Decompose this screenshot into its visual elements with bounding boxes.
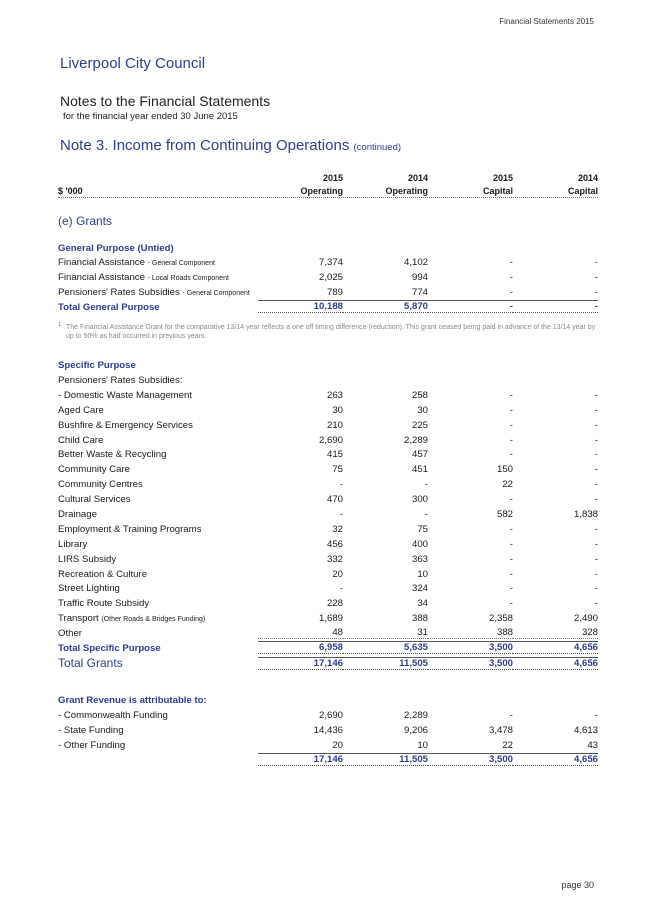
table-row: [58, 550, 598, 565]
row-value: 324: [411, 583, 428, 595]
row-value: -: [594, 404, 598, 416]
row-value: -: [594, 583, 598, 595]
row-value: 363: [411, 553, 428, 565]
col-year: 2014: [577, 172, 598, 183]
table-row: [58, 283, 598, 298]
row-label-text: Community Centres: [58, 479, 143, 491]
column-years-row: [58, 170, 598, 183]
row-value: 263: [326, 389, 343, 401]
row-value: 789: [326, 287, 343, 299]
row-value: -: [594, 568, 598, 580]
council-name: Liverpool City Council: [60, 55, 206, 72]
table-row: [58, 736, 598, 751]
row-value: 2,358: [488, 613, 513, 625]
table-row: [58, 460, 598, 475]
table-row: [58, 254, 598, 269]
row-value: -: [509, 389, 513, 401]
row-value: -: [509, 272, 513, 284]
row-value: -: [509, 404, 513, 416]
row-value: 457: [411, 449, 428, 461]
row-value: -: [594, 419, 598, 431]
row-value: -: [594, 709, 598, 721]
row-label-text: Other: [58, 628, 82, 640]
row-value: -: [424, 508, 428, 520]
row-value: 2,289: [403, 709, 428, 721]
row-label: [58, 435, 258, 446]
row-value: -: [594, 494, 598, 506]
row-value: 75: [332, 464, 343, 476]
row-value: 994: [411, 272, 428, 284]
row-value: 228: [326, 598, 343, 610]
row-label-text: Better Waste & Recycling: [58, 449, 167, 461]
row-value: 332: [326, 553, 343, 565]
row-value: 34: [417, 598, 428, 610]
row-value: 1,838: [573, 508, 598, 520]
row-label: [58, 524, 258, 535]
row-label: [58, 628, 258, 639]
row-value: -: [339, 479, 343, 491]
row-value: 400: [411, 538, 428, 550]
row-value: -: [509, 434, 513, 446]
table-row: [58, 624, 598, 639]
row-label: [58, 272, 258, 283]
row-label: [58, 449, 258, 460]
total-general-purpose-row: Total General Purpose 10,188 5,870 - -: [58, 301, 598, 314]
row-label-text: Bushfire & Emergency Services: [58, 419, 193, 431]
col-year: 2015: [492, 172, 513, 183]
general-purpose-heading: General Purpose (Untied): [58, 242, 174, 254]
row-value: -: [509, 583, 513, 595]
row-value: -: [594, 553, 598, 565]
table-row: [58, 490, 598, 505]
row-value: -: [509, 523, 513, 535]
row-value: 150: [496, 464, 513, 476]
col-year: 2014: [407, 172, 428, 183]
row-label-text: Pensioners' Rates Subsidies: [58, 287, 180, 299]
row-value: -: [594, 523, 598, 535]
col-year: 2015: [322, 172, 343, 183]
row-label-text: Child Care: [58, 434, 104, 446]
row-label: [58, 287, 258, 298]
row-value: 4,102: [403, 257, 428, 269]
footnote-mark: 1: [58, 322, 62, 329]
row-value: 31: [343, 627, 428, 639]
grants-table: [58, 170, 598, 766]
row-label-text: Cultural Services: [58, 494, 131, 506]
note-title-text: Note 3. Income from Continuing Operations: [60, 137, 350, 154]
attributable-total-row: 17,146 11,505 3,500 4,656: [58, 751, 598, 766]
row-label-text: - State Funding: [58, 724, 124, 736]
row-value: 258: [411, 389, 428, 401]
row-value: 30: [332, 404, 343, 416]
row-value: 10: [417, 568, 428, 580]
total-specific-purpose-row: Total Specific Purpose 6,958 5,635 3,500 4,656: [58, 641, 598, 654]
row-value: 2,025: [318, 272, 343, 284]
table-row: [58, 721, 598, 736]
row-label-text: Aged Care: [58, 404, 104, 416]
row-label: [58, 613, 258, 624]
row-value: -: [509, 419, 513, 431]
row-value: 48: [258, 627, 343, 639]
row-value: -: [509, 598, 513, 610]
row-label-detail: (Other Roads & Bridges Funding): [101, 616, 206, 624]
section-grants-heading: (e) Grants: [58, 213, 113, 228]
row-value: 225: [411, 419, 428, 431]
row-label: [58, 725, 258, 736]
row-label-text: Recreation & Culture: [58, 568, 148, 580]
row-value: -: [594, 287, 598, 299]
row-value: -: [594, 257, 598, 269]
table-row: [58, 520, 598, 535]
row-value: 2,490: [573, 613, 598, 625]
row-label: [58, 509, 258, 520]
note-continued: (continued): [353, 142, 402, 153]
col-type: Operating: [300, 185, 343, 196]
row-label-text: Financial Assistance: [58, 272, 145, 284]
row-value: 2,690: [318, 709, 343, 721]
row-value: -: [509, 494, 513, 506]
row-value: -: [339, 508, 343, 520]
row-value: -: [424, 479, 428, 491]
row-value: -: [594, 272, 598, 284]
table-row: [58, 580, 598, 595]
row-value: 328: [513, 627, 598, 639]
row-value: 3,478: [488, 724, 513, 736]
row-label-text: - Commonwealth Funding: [58, 709, 168, 721]
row-value: 1,689: [318, 613, 343, 625]
row-value: 210: [326, 419, 343, 431]
unit-label: $ '000: [58, 185, 83, 196]
row-value: 4,613: [573, 724, 598, 736]
col-type: Capital: [482, 185, 513, 196]
table-row: [58, 609, 598, 624]
row-value: 20: [332, 568, 343, 580]
row-value: 415: [326, 449, 343, 461]
footnote-text: The Financial Assistance Grant for the comparative 13/14 year reflects a one off timing difference (reduction). This grant ceased being paid in advance of the 13/14 year by up to 50% as had occurred in previous years.: [66, 324, 596, 341]
row-label: [58, 464, 258, 475]
table-row: [58, 594, 598, 609]
row-value: -: [509, 287, 513, 299]
specific-purpose-rows: [58, 386, 598, 639]
table-row: [58, 416, 598, 431]
general-purpose-rows: [58, 254, 598, 299]
row-value: -: [509, 568, 513, 580]
row-value: 300: [411, 494, 428, 506]
table-row: [58, 475, 598, 490]
table-row: [58, 706, 598, 721]
row-value: -: [594, 479, 598, 491]
row-label: [58, 539, 258, 550]
row-value: 470: [326, 494, 343, 506]
row-label: [58, 740, 258, 751]
row-label-text: LIRS Subsidy: [58, 553, 117, 565]
table-row: [58, 268, 598, 283]
row-value: 32: [332, 523, 343, 535]
total-grants-row: Total Grants 17,146 11,505 3,500 4,656: [58, 655, 598, 670]
specific-purpose-intro: Pensioners' Rates Subsidies:: [58, 374, 183, 386]
table-row: [58, 386, 598, 401]
row-value: 10: [417, 739, 428, 751]
row-label: [58, 598, 258, 609]
col-type: Operating: [385, 185, 428, 196]
row-value: 582: [496, 508, 513, 520]
row-value: 7,374: [318, 257, 343, 269]
row-value: 22: [502, 739, 513, 751]
page-number: page 30: [561, 880, 594, 890]
document-header: Financial Statements 2015: [499, 17, 594, 26]
row-value: 451: [411, 464, 428, 476]
row-label-text: Drainage: [58, 508, 97, 520]
row-label: [58, 420, 258, 431]
table-row: [58, 565, 598, 580]
row-value: -: [594, 538, 598, 550]
attributable-heading: Grant Revenue is attributable to:: [58, 694, 207, 706]
row-value: -: [594, 449, 598, 461]
row-value: -: [509, 257, 513, 269]
col-type: Capital: [567, 185, 598, 196]
row-value: 388: [411, 613, 428, 625]
row-label: [58, 390, 258, 401]
note-title: [60, 137, 401, 154]
row-label: [58, 494, 258, 505]
row-label: [58, 583, 258, 594]
specific-purpose-heading: Specific Purpose: [58, 360, 136, 372]
row-value: -: [509, 538, 513, 550]
row-value: -: [509, 709, 513, 721]
row-label-text: Employment & Training Programs: [58, 523, 202, 535]
table-row: [58, 401, 598, 416]
row-value: 9,206: [403, 724, 428, 736]
row-value: -: [594, 389, 598, 401]
row-value: 14,436: [313, 724, 343, 736]
notes-title: Notes to the Financial Statements: [60, 93, 271, 109]
row-label-text: - Domestic Waste Management: [58, 389, 193, 401]
row-value: -: [594, 464, 598, 476]
row-label: [58, 479, 258, 490]
row-value: 2,690: [318, 434, 343, 446]
table-row: [58, 431, 598, 446]
column-types-row: [58, 183, 598, 198]
row-label-text: Financial Assistance: [58, 257, 145, 269]
row-value: -: [594, 598, 598, 610]
row-value: 774: [411, 287, 428, 299]
row-value: 388: [428, 627, 513, 639]
notes-subtitle: for the financial year ended 30 June 2015: [63, 111, 238, 122]
row-label: [58, 710, 258, 721]
attributable-rows: [58, 706, 598, 751]
row-value: 30: [417, 404, 428, 416]
row-label: [58, 405, 258, 416]
row-label-text: - Other Funding: [58, 739, 126, 751]
row-label: [58, 569, 258, 580]
row-label-text: Transport: [58, 613, 99, 625]
row-label-detail: - General Component: [182, 290, 250, 298]
row-label-detail: - Local Roads Component: [147, 275, 229, 283]
row-value: 20: [332, 739, 343, 751]
row-label-text: Library: [58, 538, 88, 550]
row-value: -: [509, 449, 513, 461]
row-label-text: Community Care: [58, 464, 130, 476]
row-label: [58, 257, 258, 268]
table-row: [58, 535, 598, 550]
row-label-detail: - General Component: [147, 260, 215, 268]
row-value: -: [594, 434, 598, 446]
row-label-text: Street Lighting: [58, 583, 120, 595]
row-value: 2,289: [403, 434, 428, 446]
row-value: 75: [417, 523, 428, 535]
row-label-text: Traffic Route Subsidy: [58, 598, 150, 610]
row-value: 43: [587, 739, 598, 751]
footnote: [58, 323, 598, 341]
table-row: [58, 446, 598, 461]
row-value: 22: [502, 479, 513, 491]
table-row: [58, 505, 598, 520]
row-value: 456: [326, 538, 343, 550]
row-value: -: [339, 583, 343, 595]
row-label: [58, 554, 258, 565]
row-value: -: [509, 553, 513, 565]
